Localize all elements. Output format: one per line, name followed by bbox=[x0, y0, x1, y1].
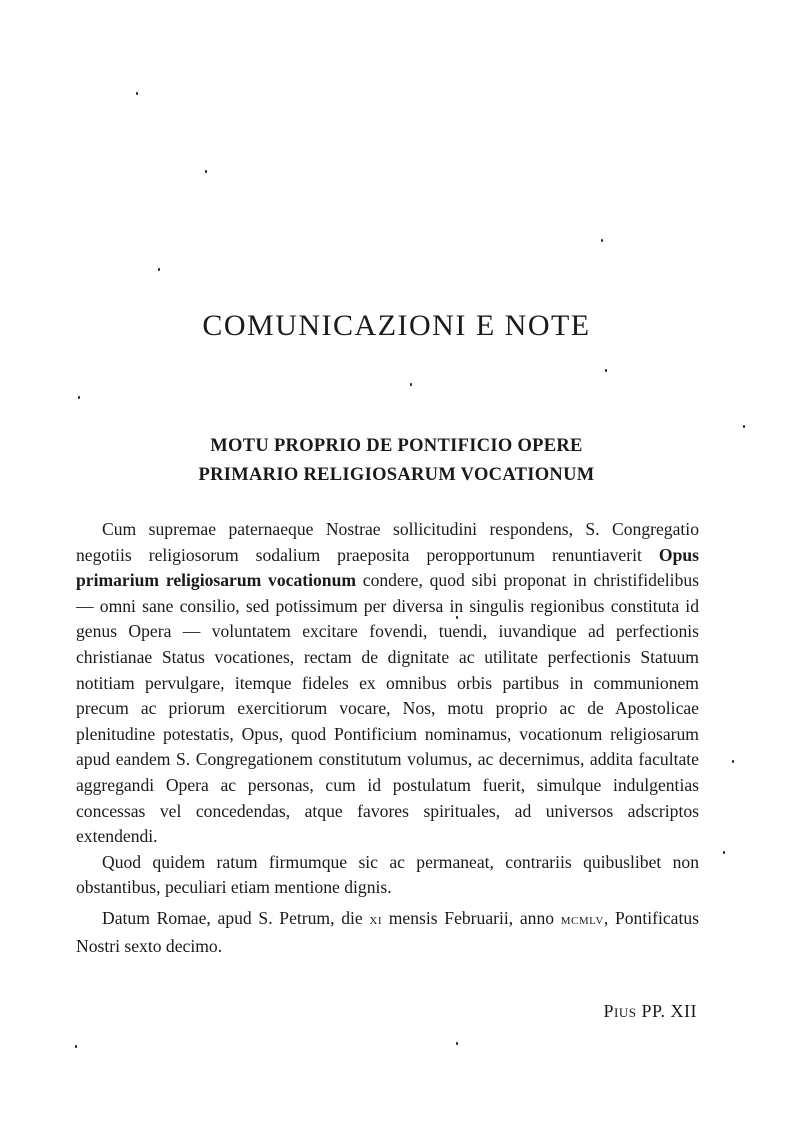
document-body bbox=[76, 517, 699, 959]
dating-end: , Pontificatus Nostri sexto decimo. bbox=[76, 907, 699, 956]
scan-speck bbox=[205, 170, 207, 173]
scan-speck bbox=[158, 268, 160, 271]
signature-name: Pius bbox=[603, 1001, 637, 1021]
scan-speck bbox=[732, 760, 734, 763]
paragraph-2: Quod quidem ratum firmumque sic ac permaneat, contrariis quibuslibet non obstantibus, peculiari etiam mentione dignis. bbox=[76, 851, 699, 898]
paragraph-1-rest: condere, quod sibi proponat in christifidelibus — omni sane consilio, sed potissimum per diversa in singulis regionibus constituta id genus Opera — voluntatem excitare fovendi, tuendi, iuvandique ad perfectionis christianae Status vocationes, rectam de dignitate ac utilitate perfectionis Statuum notitiam pervulgare, itemque fideles ex omnibus orbis partibus in communionem precum ac priorum exercitiorum vocare, Nos, motu proprio ac de Apostolicae plenitudine potestatis, Opus, quod Pontificium nominamus, vocationum religiosarum apud eandem S. Congregationem constitutum volumus, ac decernimus, addita facultate aggregandi Opera ac personas, cum id postulatum fuerit, simulque indulgentias concessas vel concedendas, atque favores spirituales, ad universos adscriptos extendendi. bbox=[76, 570, 700, 847]
day-numeral: xi bbox=[369, 911, 383, 928]
scan-speck bbox=[75, 1045, 77, 1048]
paragraph-1-intro: Cum supremae paternaeque Nostrae sollicitudini respondens, S. Congregatio negotiis religiosorum sodalium praeposita peropportunum renuntiaverit bbox=[76, 519, 699, 565]
scan-speck bbox=[605, 369, 607, 372]
scan-speck bbox=[456, 1042, 458, 1045]
opus-name-bold: Opus primarium religiosarum vocationum bbox=[76, 544, 699, 591]
scan-speck bbox=[601, 239, 603, 242]
document-title bbox=[0, 432, 793, 490]
scan-speck bbox=[78, 396, 80, 399]
signature bbox=[604, 1001, 697, 1022]
signature-title: PP. XII bbox=[636, 1001, 697, 1021]
dating-intro: Datum Romae, apud S. Petrum, die bbox=[102, 907, 370, 928]
section-title: COMUNICAZIONI E NOTE bbox=[202, 309, 591, 342]
paragraph-1 bbox=[76, 517, 699, 850]
document-title-line-1: MOTU PROPRIO DE PONTIFICIO OPERE bbox=[210, 436, 583, 456]
document-title-line-2: PRIMARIO RELIGIOSARUM VOCATIONUM bbox=[198, 465, 595, 485]
scan-speck bbox=[743, 425, 745, 428]
scan-speck bbox=[723, 851, 725, 854]
paragraph-3 bbox=[76, 906, 699, 959]
year-numeral: mcmlv bbox=[560, 911, 604, 928]
dating-middle: mensis Februarii, anno bbox=[382, 907, 561, 928]
scan-speck bbox=[410, 383, 412, 386]
scan-speck bbox=[136, 92, 138, 95]
